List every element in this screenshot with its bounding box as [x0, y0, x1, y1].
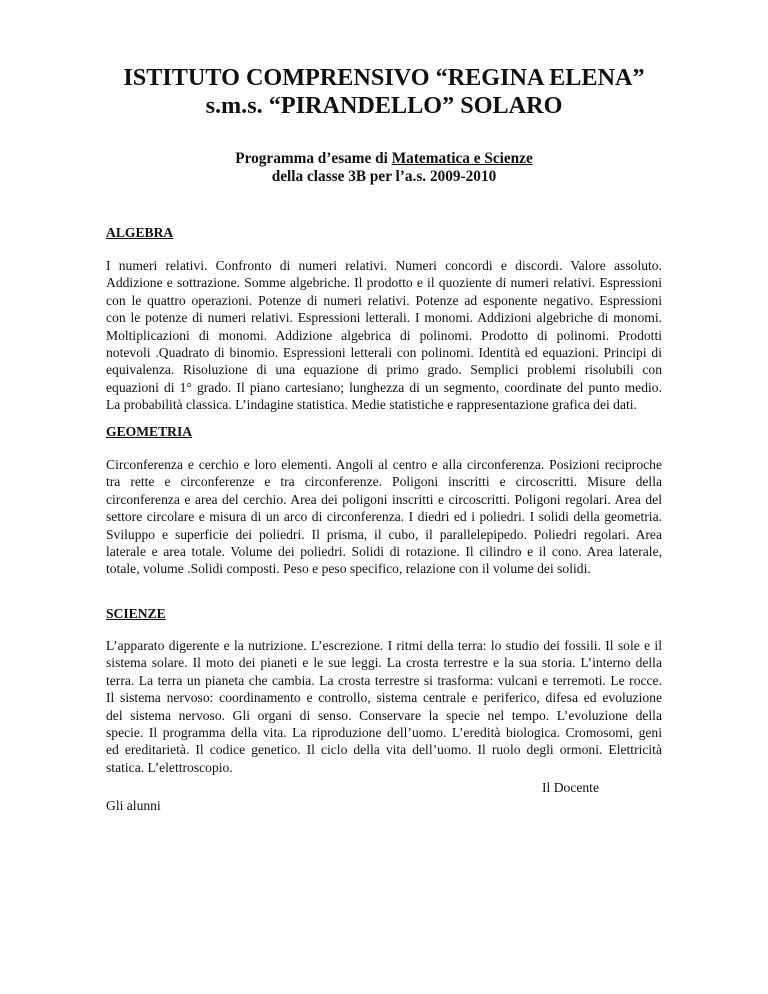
text-line: equivalenza. Risoluzione di una equazione di primo grado. Semplici problemi risolubili con: [106, 362, 662, 378]
text-line: terra. La terra un pianeta che cambia. La crosta terrestre si trasforma: vulcani e terremoti. Le rocce.: [106, 672, 662, 688]
exam-program-title: [106, 150, 662, 168]
text-line: ed ereditarietà. Il codice genetico. Il ciclo della vita dell’uomo. Il ruolo degli ormoni. Elettricità: [106, 742, 662, 758]
class-year: della classe 3B per l’a.s. 2009-2010: [271, 168, 497, 185]
text-line: Il sistema nervoso: coordinamento e controllo, sistema centrale e periferico, difesa ed evoluzione: [106, 690, 662, 706]
exam-subject: Matematica e Scienze: [391, 150, 533, 167]
text-line: circonferenza e area del cerchio. Area dei poligoni inscritti e circoscritti. Poligoni regolari. Area del: [106, 491, 662, 507]
text-line: L’apparato digerente e la nutrizione. L’escrezione. I ritmi della terra: lo studio dei fossili. Il sole e il: [106, 638, 662, 653]
students-signature-label: Gli alunni: [106, 798, 161, 813]
text-line: totale, volume .Solidi composti. Peso e peso specifico, relazione con il volume dei solidi.: [106, 561, 591, 577]
text-line: settore circolare e misura di un arco di circonferenza. I diedri ed i poliedri. I solidi della geometria.: [106, 509, 662, 525]
section-heading-algebra: ALGEBRA: [106, 225, 174, 240]
text-line: laterale e area totale. Volume dei poliedri. Solidi di rotazione. Il cilindro e il cono. Area laterale,: [106, 543, 662, 559]
text-line: con le potenze di numeri relativi. Espressioni letterali. I monomi. Addizioni algebriche di monomi.: [106, 310, 662, 326]
text-line: I numeri relativi. Confronto di numeri relativi. Numeri concordi e discordi. Valore assoluto.: [106, 258, 662, 273]
section-text-geometria: [106, 456, 662, 578]
section-text-scienze: [106, 637, 662, 776]
text-line: sistema solare. Il moto dei pianeti e le sue leggi. La crosta terrestre e la sua storia. L’interno della: [106, 655, 662, 671]
text-line: Moltiplicazioni di monomi. Addizione algebrica di polinomi. Prodotto di polinomi. Prodotti: [106, 327, 662, 343]
exam-program-prefix: Programma d’esame di: [235, 150, 392, 167]
school-name: ISTITUTO COMPRENSIVO “REGINA ELENA”: [123, 64, 645, 91]
section-heading-scienze: SCIENZE: [106, 606, 166, 621]
text-line: Addizione e sottrazione. Somme algebriche. Il prodotto e il quoziente di numeri relativi. Espressioni: [106, 275, 662, 291]
text-line: specie. Il programma della vita. La riproduzione dell’uomo. L’eredità biologica. Cromosomi, geni: [106, 724, 662, 740]
text-line: equazioni di 1° grado. Il piano cartesiano; lunghezza di un segmento, coordinate del punto medio.: [106, 379, 662, 395]
text-line: con le quattro operazioni. Potenze di numeri relativi. Potenze ad esponente negativo. Espressioni: [106, 292, 662, 308]
text-line: La probabilità classica. L’indagine statistica. Medie statistiche e rappresentazione grafica dei dati.: [106, 397, 637, 413]
text-line: tra rette e circonferenze e tra circonferenze. Poligoni inscritti e circoscritti. Misure della: [106, 474, 662, 490]
school-branch: s.m.s. “PIRANDELLO” SOLARO: [205, 92, 563, 119]
text-line: Sviluppo e superficie dei poliedri. Il prisma, il cubo, il parallelepipedo. Poliedri regolari. Area: [106, 526, 662, 542]
text-line: Circonferenza e cerchio e loro elementi. Angoli al centro e alla circonferenza. Posizioni reciproche: [106, 457, 662, 472]
section-heading-geometria: GEOMETRIA: [106, 424, 193, 439]
teacher-signature-label: Il Docente: [542, 780, 599, 795]
section-text-algebra: [106, 257, 662, 414]
text-line: notevoli .Quadrato di binomio. Espressioni letterali con polinomi. Identità ed equazioni. Principi di: [106, 344, 662, 360]
text-line: statica. L’elettroscopio.: [106, 759, 233, 775]
text-line: del sistema nervoso. Gli organi di senso. Conservare la specie nel tempo. L’evoluzione della: [106, 707, 662, 723]
